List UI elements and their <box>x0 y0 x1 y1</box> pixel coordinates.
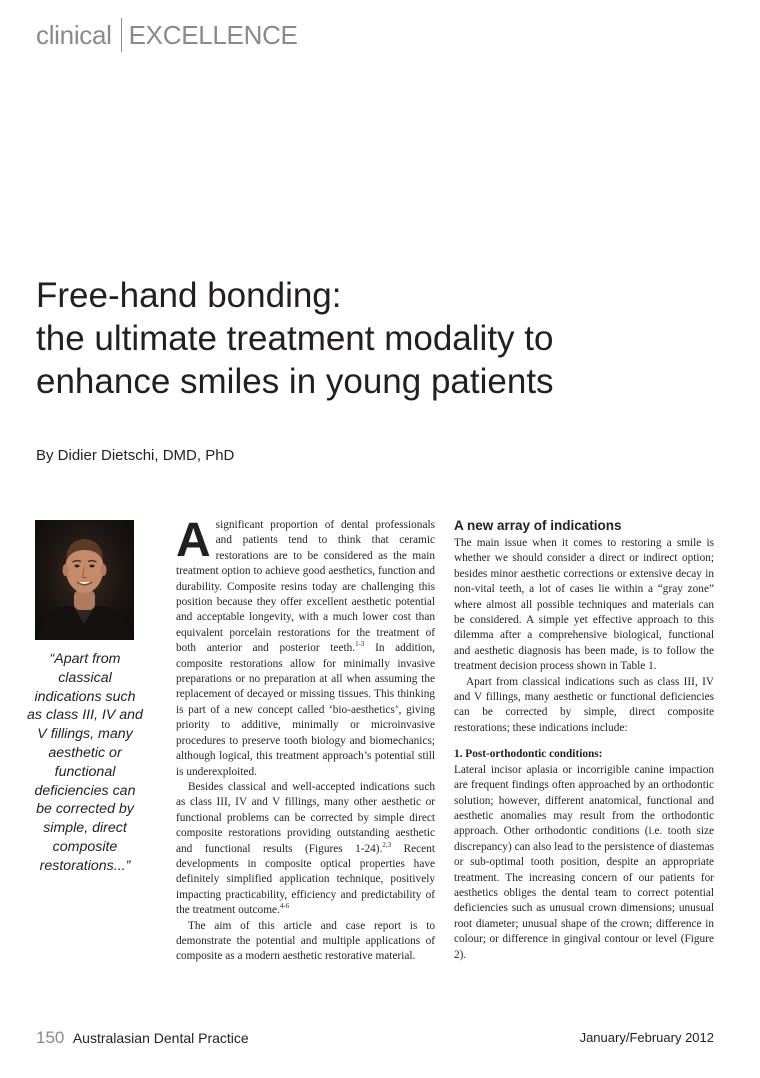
section-header <box>36 18 298 52</box>
pull-quote: “Apart from classical indications such as class III, IV and V fillings, many aesthetic or functional deficiencies can be corrected by simple, direct composite restorations...” <box>27 651 143 874</box>
page-footer <box>36 1028 714 1048</box>
title-line: enhance smiles in young patients <box>36 362 554 401</box>
body-paragraph: The aim of this article and case report is to demonstrate the potential and multiple applications of composite as a modern aesthetic restorative material. <box>176 919 435 963</box>
body-text: In addition, composite restorations allow for minimally invasive preparations or no preparation at all when assuming the replacement of decayed or missing tissues. This thinking is part of a new concept called ‘bio-aesthetics’, giving priority to additive, minimally or microinvasive procedures to preserve tooth biology and biomechanics; although logical, this treatment approach’s potential still is underexploited. <box>176 642 435 778</box>
body-paragraph: The main issue when it comes to restoring a smile is whether we should consider a direct or indirect option; besides minor aesthetic corrections or extensive decay in non-vital teeth, a lot of cases lie within a “gray zone” where almost all possible techniques and materials can be considered. A simple yet effective approach to this dilemma after a comprehensive biological, functional and aesthetic diagnosis has been made, is to follow the treatment decision process shown in Table 1. <box>454 537 714 673</box>
body-text: Besides classical and well-accepted indications such as class III, IV and V fillings, many other aesthetic or functional problems can be corrected by simple direct composite restorations providing outstanding aesthetic and functional results (Figures 1-24). <box>176 780 435 855</box>
author-portrait <box>35 520 134 640</box>
body-paragraph: Lateral incisor aplasia or incorrigible canine impaction are frequent findings often approached by an orthodontic solution; however, different anatomical, functional and aesthetic anomalies may result from the orthodontic approach. Other orthodontic conditions (i.e. tooth size discrepancy) can also lead to the persistence of diastemas or sub-optimal tooth position, despite an appropriate treatment. The increasing concern of our patients for aesthetics obliges the dental team to correct potential deficiencies such as unusual crown dimensions; unusual root diameter; unusual shape of the crown; difference in colour; or difference in gingival contour or level (Figure 2). <box>454 763 714 961</box>
body-paragraph <box>176 514 435 780</box>
body-text: significant proportion of dental professionals and patients tend to think that ceramic restorations are to be considered as the main treatment option to achieve good aesthetics, function and durability. Composite resins today are challenging this position because they offer excellent aesthetic potential and acceptable longevity, with a much lower cost than equivalent porcelain restorations for the treatment of both anterior and posterior teeth. <box>176 519 435 655</box>
citation: 1-3 <box>355 640 365 649</box>
citation: 4-6 <box>279 902 290 911</box>
journal-name: Australasian Dental Practice <box>72 1030 249 1046</box>
subsection-heading: 1. Post-orthodontic conditions: <box>454 748 603 761</box>
section-divider <box>121 18 122 52</box>
subsection-label: EXCELLENCE <box>128 19 298 50</box>
author-byline: By Didier Dietschi, DMD, PhD <box>36 447 235 464</box>
title-line: Free-hand bonding: <box>36 276 342 315</box>
section-label: clinical <box>36 19 112 50</box>
column-2 <box>454 517 714 963</box>
issue-date: January/February 2012 <box>579 1030 714 1045</box>
author-photo <box>35 520 134 640</box>
title-line: the ultimate treatment modality to <box>36 319 554 358</box>
body-text: Recent developments in composite optical properties have definitely simplified application technique, positively impacting practicability, efficiency and predictability of the treatment outcome. <box>176 842 435 917</box>
page-number: 150 <box>36 1028 65 1047</box>
body-paragraph <box>176 780 435 919</box>
column-1 <box>176 514 435 965</box>
drop-cap: A <box>176 514 211 567</box>
article-title <box>36 274 726 403</box>
citation: 2,3 <box>382 840 392 849</box>
section-heading: A new array of indications <box>454 518 622 533</box>
body-paragraph: Apart from classical indications such as class III, IV and V fillings, many aesthetic or functional deficiencies can be corrected by simple, direct composite restorations; these indications include: <box>454 675 714 734</box>
